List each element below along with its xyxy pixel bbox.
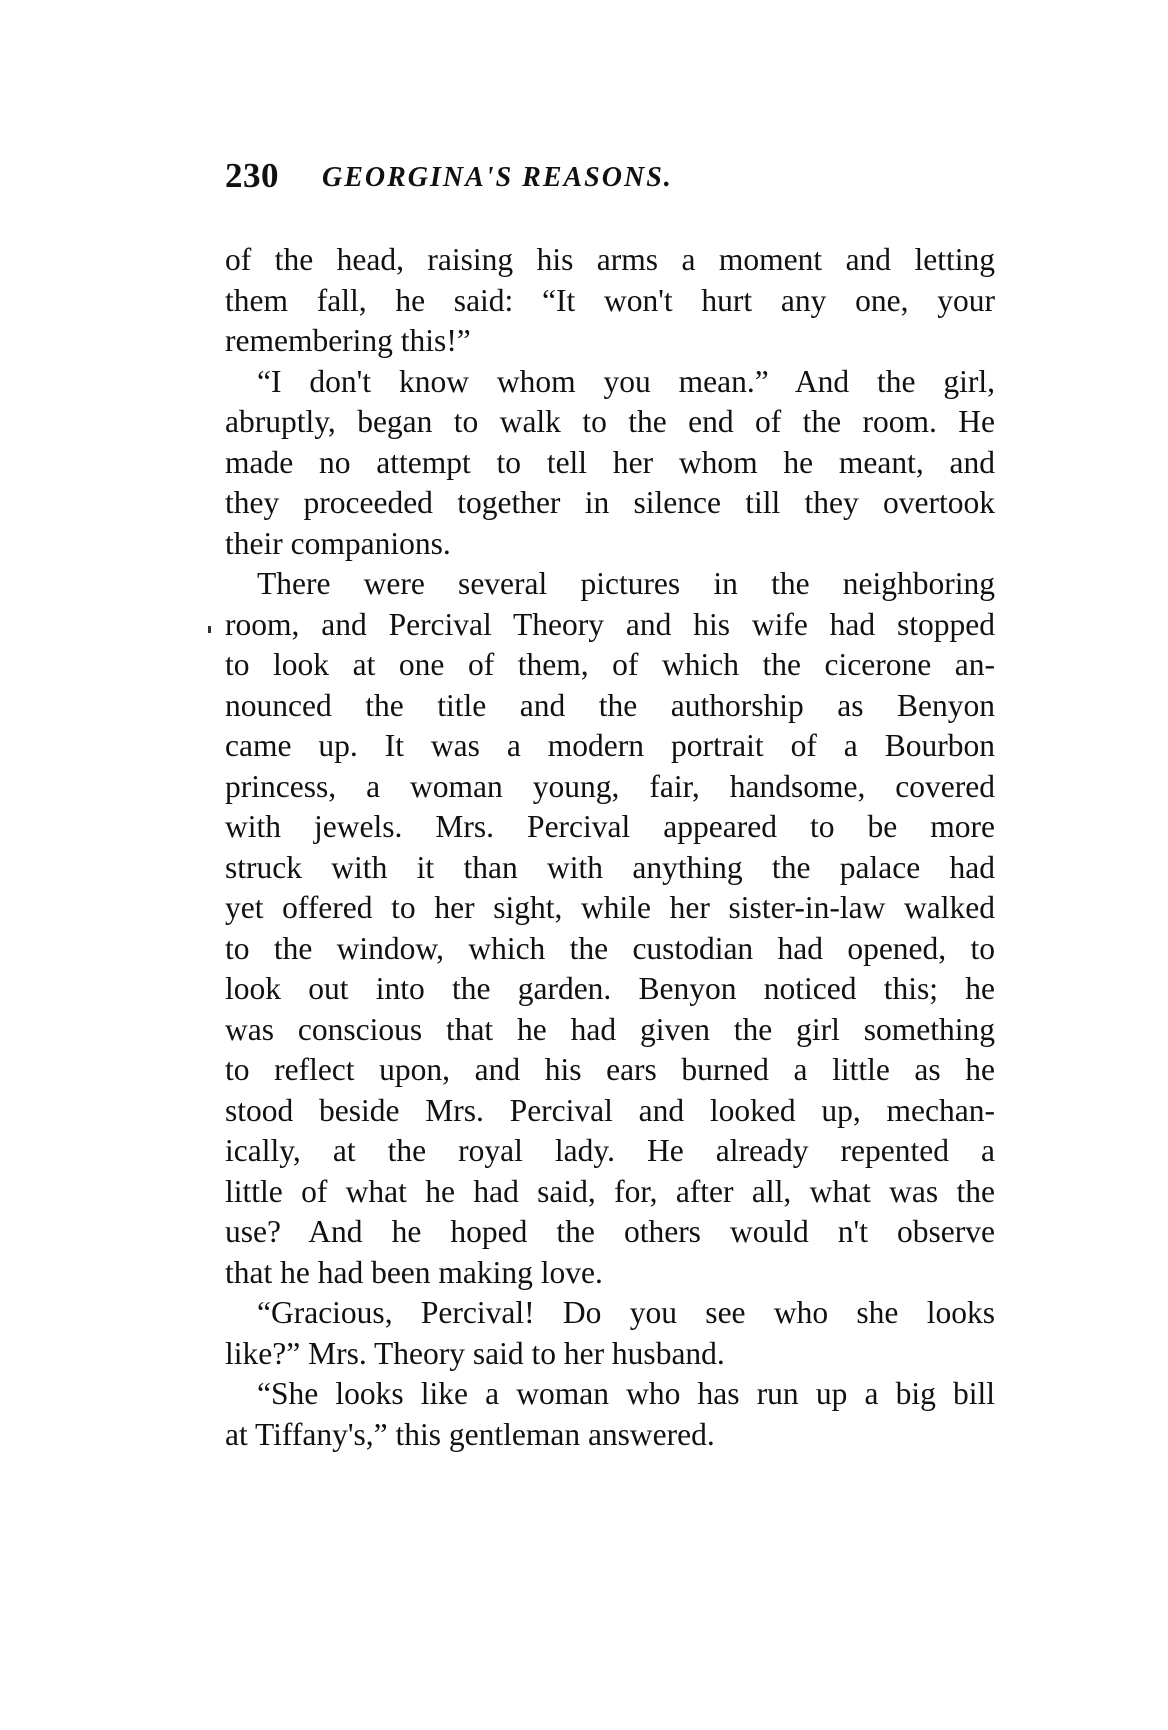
text-line: ically, at the royal lady. He already repented a bbox=[225, 1133, 995, 1168]
paragraph bbox=[225, 564, 995, 1293]
text-line: to the window, which the custodian had opened, to bbox=[225, 930, 995, 966]
text-line: yet offered to her sight, while her sister-in-law walked bbox=[225, 890, 995, 925]
page-number: 230 bbox=[225, 156, 279, 195]
text-line: they proceeded together in silence till they overtook bbox=[225, 485, 995, 520]
text-line: to reflect upon, and his ears burned a little as he bbox=[225, 1052, 995, 1087]
text-line: to look at one of them, of which the cicerone an- bbox=[225, 647, 995, 682]
text-line: came up. It was a modern portrait of a Bourbon bbox=[225, 728, 995, 763]
running-head: GEORGINA'S REASONS. bbox=[322, 162, 673, 193]
text-line: at Tiffany's,” this gentleman answered. bbox=[225, 1416, 715, 1452]
text-line: look out into the garden. Benyon noticed this; he bbox=[225, 971, 995, 1006]
text-line: “She looks like a woman who has run up a big bill bbox=[257, 1376, 995, 1411]
paragraph bbox=[225, 1293, 995, 1374]
text-line: like?” Mrs. Theory said to her husband. bbox=[225, 1335, 725, 1371]
text-line: room, and Percival Theory and his wife had stopped bbox=[225, 606, 995, 642]
text-line: their companions. bbox=[225, 525, 451, 561]
text-line: abruptly, began to walk to the end of the room. He bbox=[225, 404, 995, 439]
text-line: them fall, he said: “It won't hurt any one, your bbox=[225, 282, 995, 318]
text-line: that he had been making love. bbox=[225, 1254, 603, 1290]
text-line: princess, a woman young, fair, handsome, covered bbox=[225, 768, 995, 804]
text-line: with jewels. Mrs. Percival appeared to be more bbox=[225, 809, 995, 844]
text-line: little of what he had said, for, after all, what was the bbox=[225, 1173, 995, 1209]
text-line: There were several pictures in the neighboring bbox=[257, 566, 995, 601]
body-text bbox=[225, 240, 995, 1455]
paragraph bbox=[225, 240, 995, 362]
text-line: stood beside Mrs. Percival and looked up, mechan- bbox=[225, 1092, 995, 1128]
text-line: made no attempt to tell her whom he meant, and bbox=[225, 444, 995, 480]
text-line: struck with it than with anything the palace had bbox=[225, 849, 995, 885]
page-header bbox=[225, 156, 1035, 206]
text-line: was conscious that he had given the girl something bbox=[225, 1011, 995, 1047]
paragraph bbox=[225, 362, 995, 565]
text-line: “I don't know whom you mean.” And the girl, bbox=[257, 363, 995, 399]
text-line: “Gracious, Percival! Do you see who she looks bbox=[257, 1295, 995, 1330]
paragraph bbox=[225, 1374, 995, 1455]
ink-mark bbox=[208, 626, 211, 633]
text-line: nounced the title and the authorship as Benyon bbox=[225, 687, 995, 723]
text-line: use? And he hoped the others would n't observe bbox=[225, 1214, 995, 1249]
text-line: of the head, raising his arms a moment and letting bbox=[225, 242, 995, 277]
text-line: remembering this!” bbox=[225, 323, 471, 358]
